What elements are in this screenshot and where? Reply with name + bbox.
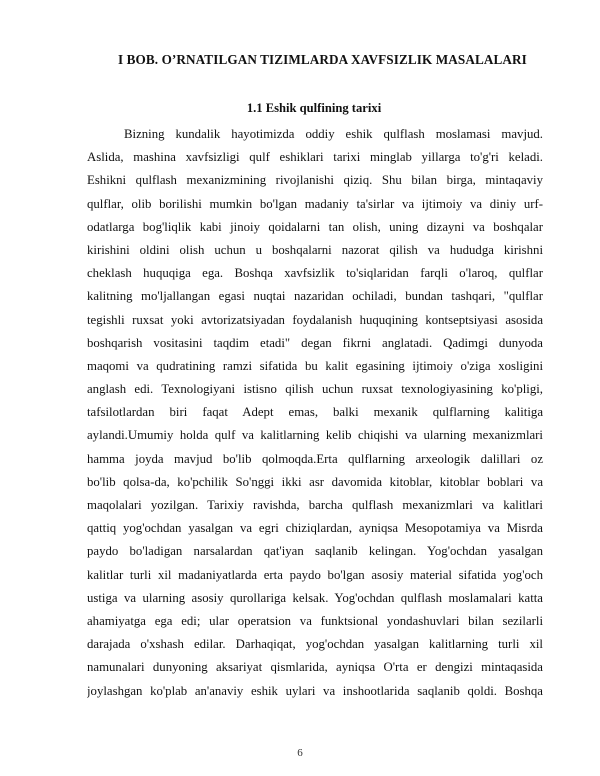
paragraph-line: cheklash huquqiga ega. Boshqa xavfsizlik to'siqlaridan farqli o'laroq, qulflar [87, 266, 543, 281]
paragraph-line: qulflar, olib borilishi mumkin bo'lgan madaniy ta'sirlar va ijtimoiy va diniy urf- [87, 196, 543, 211]
paragraph-line: aylandi.Umumiy holda qulf va kalitlarning kelib chiqishi va ularning mexanizmlari [87, 428, 543, 443]
paragraph-line: tafsilotlardan biri faqat Adept emas, balki mexanik qulflarning kalitiga [87, 405, 543, 420]
paragraph-line: paydo bo'ladigan narsalardan qat'iyan saqlanib kelingan. Yog'ochdan yasalgan [87, 544, 543, 559]
paragraph-line: tegishli ruxsat yoki avtorizatsiyadan foydalanish huquqining kontseptsiyasi asosida [87, 312, 543, 327]
paragraph-line: Eshikni qulflash mexanizmining rivojlanishi qiziq. Shu bilan birga, mintaqaviy [87, 173, 543, 188]
paragraph-line: maqomi va qudratining ramzi sifatida bu kalit egasining ijtimoiy o'ziga xosligini [87, 358, 543, 373]
paragraph-line: anglash edi. Texnologiyani istisno qilish uchun ruxsat texnologiyasining ko'pligi, [87, 382, 543, 397]
paragraph-line: kalitlar turli xil madaniyatlarda erta paydo bo'lgan asosiy material sifatida yog'och [87, 567, 543, 582]
paragraph-line: hamma joyda mavjud bo'lib qolmoqda.Erta qulflarning arxeologik dalillari oz [87, 451, 543, 466]
page-number: 6 [297, 747, 303, 759]
paragraph-line: Bizning kundalik hayotimizda oddiy eshik qulflash moslamasi mavjud. [124, 127, 543, 141]
paragraph-line: kalitning mo'ljallangan egasi nuqtai nazaridan ochiladi, bundan tashqari, "qulflar [87, 289, 543, 304]
paragraph-line: ahamiyatga ega edi; ular operatsion va funktsional yondashuvlari bilan sezilarli [87, 613, 543, 628]
paragraph-line: Aslida, mashina xavfsizligi qulf eshiklari tarixi minglab yillarga to'g'ri keladi. [87, 150, 543, 165]
paragraph-line: kirishini oldini olish uchun u boshqalarni nazorat qilish va hududga kirishni [87, 242, 543, 257]
section-title: 1.1 Eshik qulfining tarixi [246, 101, 382, 115]
paragraph-line: darajada o'xshash edilar. Darhaqiqat, yog'ochdan yasalgan kalitlarning turli xil [87, 637, 543, 652]
paragraph-line: qattiq yog'ochdan yasalgan va egri chiziqlardan, ayniqsa Mesopotamiya va Misrda [87, 521, 543, 536]
paragraph-line: bo'lib qolsa-da, ko'pchilik So'nggi ikki asr davomida kitoblar, kitoblar boblari va [87, 474, 543, 489]
paragraph-line: ustiga va ularning asosiy qurollariga kelsak. Yog'ochdan qulflash moslamalari katta [87, 590, 543, 605]
paragraph-line: maqolalari yozilgan. Tarixiy ravishda, barcha qulflash mexanizmlari va kalitlari [87, 498, 543, 512]
chapter-title: I BOB. O’RNATILGAN TIZIMLARDA XAVFSIZLIK MASALALARI [118, 52, 527, 67]
paragraph-line: boshqarish vositasini taqdim etadi" degan fikrni anglatadi. Qadimgi dunyoda [87, 335, 543, 350]
body-text [87, 123, 543, 723]
paragraph-line: namunalari dunyoning aksariyat qismlarida, ayniqsa O'rta er dengizi mintaqasida [87, 660, 543, 675]
paragraph-line: odatlarga bog'liqlik kabi jinoiy qoidalarni tan olish, uning dizayni va boshqalar [87, 219, 543, 234]
paragraph-line: joylashgan ko'plab an'anaviy eshik uylari va inshootlarida saqlanib qoldi. Boshqa [87, 683, 543, 698]
